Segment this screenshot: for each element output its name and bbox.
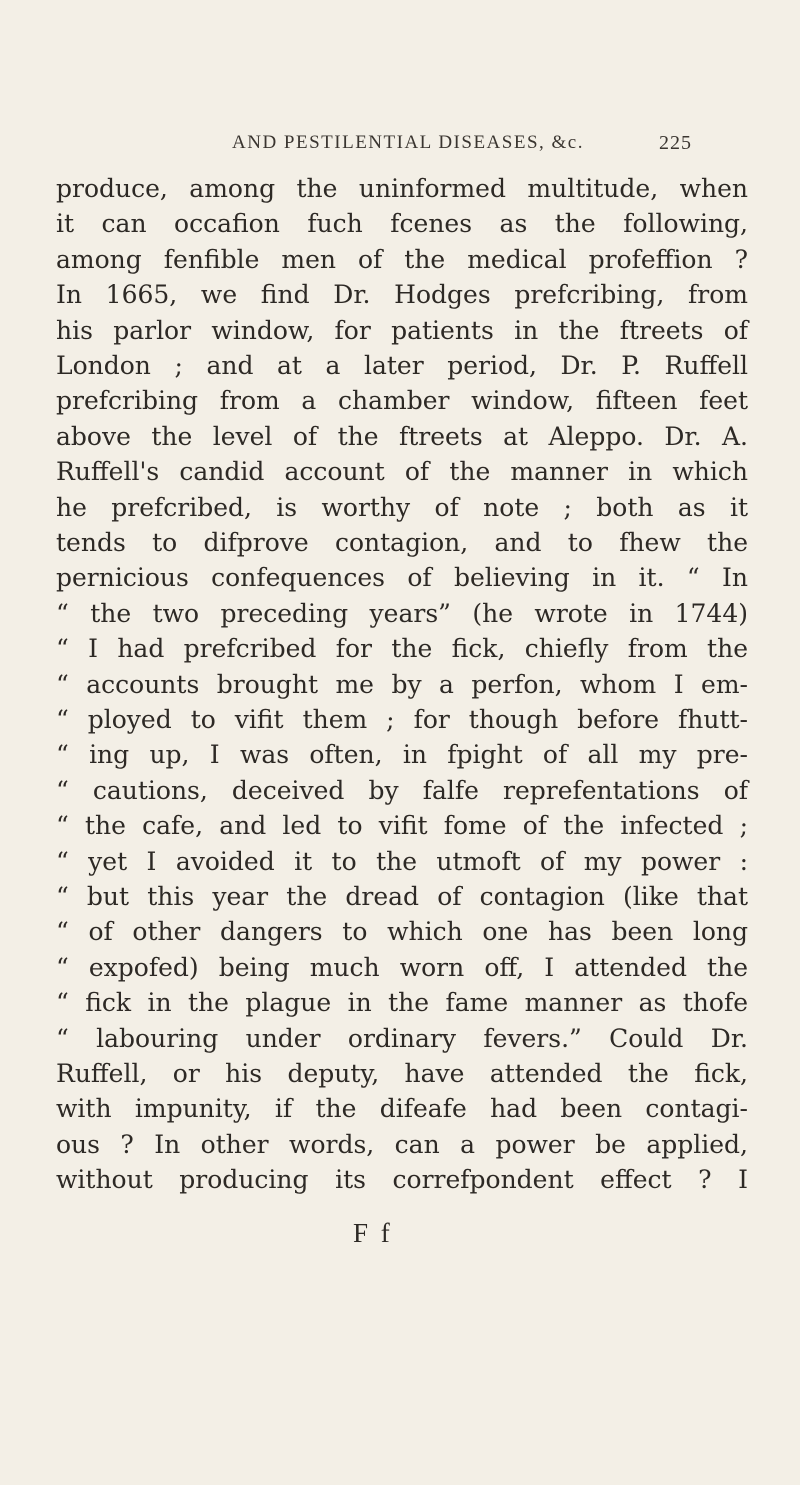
running-head	[232, 132, 692, 162]
text-line: “ cautions, deceived by falfe reprefentations of	[56, 775, 748, 805]
text-line: “ of other dangers to which one has been long	[56, 917, 748, 947]
text-line: his parlor window, for patients in the ftreets of	[56, 315, 748, 345]
text-line: with impunity, if the difeafe had been contagi-	[56, 1094, 748, 1124]
text-line: London ; and at a later period, Dr. P. Ruffell	[56, 351, 748, 380]
text-line: “ ing up, I was often, in fpight of all my pre-	[56, 740, 748, 770]
text-line: “ the two preceding years” (he wrote in 1744)	[56, 598, 748, 628]
text-line: produce, among the uninformed multitude, when	[56, 174, 748, 203]
text-line: pernicious confequences of believing in it. “ In	[56, 563, 748, 593]
text-line: ous ? In other words, can a power be applied,	[56, 1129, 748, 1159]
text-line: “ expofed) being much worn off, I attended the	[56, 952, 748, 982]
text-line: Ruffell's candid account of the manner in which	[56, 457, 748, 487]
text-line: prefcribing from a chamber window, fifteen feet	[56, 386, 748, 416]
text-line: “ accounts brought me by a perfon, whom I em-	[56, 669, 748, 699]
text-line: “ labouring under ordinary fevers.” Could Dr.	[56, 1023, 748, 1053]
text-line: without producing its correfpondent effect ? I	[56, 1165, 748, 1195]
text-line: “ the cafe, and led to vifit fome of the infected ;	[56, 811, 748, 841]
text-line: tends to difprove contagion, and to fhew the	[56, 528, 748, 557]
text-line: “ ployed to vifit them ; for though before fhutt-	[56, 705, 748, 734]
text-line: it can occafion fuch fcenes as the following,	[56, 209, 748, 239]
signature-mark: F f	[353, 1218, 393, 1248]
page-number: 225	[659, 132, 692, 154]
text-line: “ I had prefcribed for the fick, chiefly from the	[56, 634, 748, 664]
text-line: “ but this year the dread of contagion (like that	[56, 882, 748, 911]
text-line: “ fick in the plague in the fame manner as thofe	[56, 988, 748, 1018]
text-line: “ yet I avoided it to the utmoft of my power :	[56, 846, 748, 876]
text-line: Ruffell, or his deputy, have attended the fick,	[56, 1059, 748, 1088]
text-line: above the level of the ftreets at Aleppo. Dr. A.	[56, 421, 748, 451]
text-line: In 1665, we find Dr. Hodges prefcribing, from	[56, 280, 748, 310]
running-head-title: AND PESTILENTIAL DISEASES, &c.	[232, 132, 584, 153]
text-line: he prefcribed, is worthy of note ; both as it	[56, 492, 748, 522]
text-line: among fenfible men of the medical profeffion ?	[56, 244, 748, 274]
